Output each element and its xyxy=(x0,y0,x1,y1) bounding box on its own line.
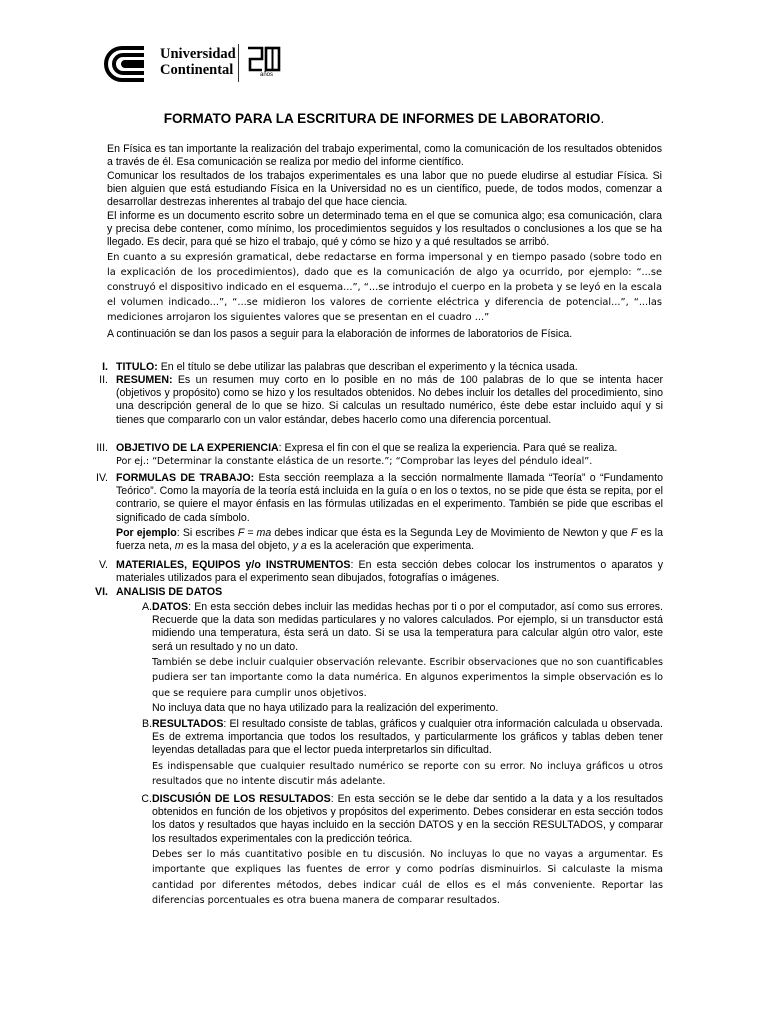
section-analisis: VI. ANALISIS DE DATOS xyxy=(95,586,223,598)
intro-paragraph-3: El informe es un documento escrito sobre un determinado tema en el que se comunica algo; esa comunicación, clara y precisa debe contener, como mínimo, los procedimientos seguidos y los resultados o conclusiones a los que se ha llegado. Es decir, para qué se hizo el trabajo, qué y cómo se hizo y a qué resultados se arribó. xyxy=(107,210,662,249)
section-formulas: IV. FORMULAS DE TRABAJO: Esta sección reemplaza a la sección normalmente llamada “Teoría” o “Fundamento Teórico”. Como la mayoría de la teoría está incluida en la guía o en los o textos, no se pide que ésta se repita, por el contrario, se quiere el mayor énfasis en las fórmulas utilizadas en el experimento. También se pide que escribas el significado de cada símbolo. Por ejemplo: Si escribes F = ma debes indicar que ésta es la Segunda Ley de Movimiento de Newton y que F es la fuerza neta, m es la masa del objeto, y a es la aceleración que experimenta. xyxy=(96,472,663,553)
section-objetivo: III. OBJETIVO DE LA EXPERIENCIA: Expresa el fin con el que se realiza la experiencia. Para qué se realiza. Por ej.: “Determinar la constante elástica de un resorte.”; “Comprobar las leyes del péndulo ideal”. xyxy=(78,442,663,468)
section-materiales: V. MATERIALES, EQUIPOS y/o INSTRUMENTOS: En esta sección debes colocar los instrumentos o aparatos y materiales utilizados para el experimento sean dibujados, fotografías o imágenes. xyxy=(98,559,664,585)
intro-paragraph-4: En cuanto a su expresión gramatical, debe redactarse en forma impersonal y en tiempo pasado (sobre todo en la explicación de los procedimientos), dado que es la comunicación de algo ya ocurrido, por ejemplo: “...se construyó el dispositivo indicado en el esquema...”, “...se introdujo el cuerpo en la probeta y se leyó en la escala el volumen indicado...”, “...se midieron los valores de corriente eléctrica y diferencia de potencial...”, “...las mediciones arrojaron los siguientes valores que se presentan en el cuadro ...” xyxy=(107,252,662,324)
section-titulo: I. TITULO: En el título se debe utilizar las palabras que describan el experimento y la técnica usada. xyxy=(102,361,578,373)
page-title: FORMATO PARA LA ESCRITURA DE INFORMES DE LABORATORIO. xyxy=(163,111,605,126)
anniversary-20-logo-icon xyxy=(246,44,282,84)
subsection-discusion: C. DISCUSIÓN DE LOS RESULTADOS: En esta sección se le debe dar sentido a la data y a los resultados obtenidos en función de los objetivos y propósitos del experimento. Debes considerar en esta sección todos los datos y resultados que hayas incluido en la sección DATOS y en la sección RESULTADOS, y comparar los resultados experimentales con la predicción teórica. Debes ser lo más cuantitativo posible en tu discusión. No incluyas lo que no vayas a argumentar. Es importante que expliques las fuentes de error y como podrías disminuirlos. Si calculaste la misma cantidad por diferentes métodos, debes indicar cuál de ellos es el más conveniente. Reportar las diferencias porcentuales es otra buena manera de comparar resultados. xyxy=(141,793,663,907)
intro-paragraph-2: Comunicar los resultados de los trabajos experimentales es una labor que no puede eludirse al estudiar Física. Si bien alguien que está estudiando Física en la Universidad no es un científico, puede, de todos modos, comenzar a desarrollar destrezas inherentes al trabajo del que hace ciencia. xyxy=(107,170,662,209)
university-name: Universidad Continental xyxy=(160,46,236,78)
subsection-datos: A. DATOS: En esta sección debes incluir las medidas hechas por ti o por el computador, así como sus errores. Recuerde que la data son medidas particulares y no valores calculados. Por ejemplo, si un transductor está midiendo una temperatura, ésta será un dato. Si se usa la temperatura para calcular algún otro valor, este será un resultado y no un dato. También se debe incluir cualquier observación relevante. Escribir observaciones que no son cuantificables pudiera ser tan importante como la data numérica. En algunos experimentos la simple observación es lo que se requiere para cumplir unos objetivos. No incluya data que no haya utilizado para la realización del experimento. xyxy=(141,601,663,715)
formulas-example: Por ejemplo: Si escribes F = ma debes indicar que ésta es la Segunda Ley de Movimiento de Newton y que F es la fuerza neta, m es la masa del objeto, y a es la aceleración que experimenta. xyxy=(116,526,663,553)
section-resumen: II. RESUMEN: Es un resumen muy corto en lo posible en no más de 100 palabras de lo que se intenta hacer (objetivos y propósito) como se hizo y los resultados obtenidos. No debes incluir los detalles del procedimiento, sino una descripción general de lo que se hizo. Si calculas un resultado numérico, éste debe estar incluido aquí y si tienes que compararlo con un valor estándar, debes hacerlo como una diferencia porcentual. xyxy=(99,374,663,426)
logo-divider xyxy=(238,44,239,82)
university-c-logo-icon xyxy=(104,44,156,84)
intro-paragraph-5: A continuación se dan los pasos a seguir para la elaboración de informes de laboratorios de Física. xyxy=(107,328,573,340)
subsection-resultados: B. RESULTADOS: El resultado consiste de tablas, gráficos y cualquier otra información calculada u observada. Es de extrema importancia que todos los resultados, y particularmente los gráficos y tablas deben tener leyendas detalladas para que el lector pueda interpretarlos sin dificultad. Es indispensable que cualquier resultado numérico se reporte con su error. No incluya gráficos u otros resultados que no intente discutir más adelante. xyxy=(141,718,663,788)
objetivo-example: Por ej.: “Determinar la constante elástica de un resorte.”; “Comprobar las leyes del péndulo ideal”. xyxy=(116,456,593,468)
intro-paragraph-1: En Física es tan importante la realización del trabajo experimental, como la comunicación de los resultados obtenidos a través de él. Esa comunicación se realiza por medio del informe científico. xyxy=(107,143,662,169)
anniversary-caption: años xyxy=(260,72,274,78)
